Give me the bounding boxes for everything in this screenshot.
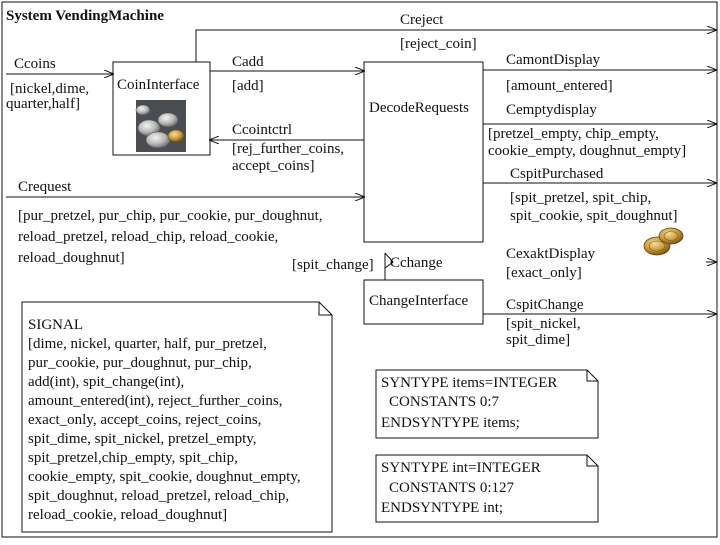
syntype-int-line: CONSTANTS 0:127 (389, 480, 515, 496)
channel-ccointctrl-signals-2: accept_coins] (232, 158, 315, 174)
signal-note-line: [dime, nickel, quarter, half, pur_pretzel, (28, 336, 267, 352)
signal-note-line: spit_doughnut, reload_pretzel, reload_chip, (28, 488, 290, 504)
channel-cadd-signals: [add] (232, 78, 264, 94)
signal-note-line: spit_dime, spit_nickel, pretzel_empty, (28, 431, 257, 447)
coins-photo-icon (136, 100, 186, 152)
coins-icon (644, 228, 683, 255)
channel-cspitpurchased[interactable] (483, 166, 716, 224)
channel-cspitpurchased-signals-1: [spit_pretzel, spit_chip, (510, 190, 652, 206)
coin-interface-label: CoinInterface (117, 77, 200, 93)
channel-cchange-name: Cchange (390, 255, 443, 271)
signal-note-line: spit_pretzel,chip_empty, spit_chip, (28, 450, 238, 466)
syntype-items-note (376, 370, 598, 438)
channel-cspitchange-signals-2: spit_dime] (506, 332, 571, 348)
channel-cemptydisplay-name: Cemptydisplay (506, 102, 597, 118)
channel-cspitpurchased-name: CspitPurchased (510, 166, 604, 182)
system-title: System VendingMachine (6, 8, 164, 24)
decode-requests-label: DecodeRequests (369, 100, 469, 116)
channel-cexaktdisplay-name: CexaktDisplay (506, 246, 596, 262)
channel-cemptydisplay-signals-2: cookie_empty, doughnut_empty] (488, 143, 687, 159)
channel-ccoins-name: Ccoins (14, 56, 56, 72)
signal-note-line: pur_cookie, pur_doughnut, pur_chip, (28, 355, 252, 371)
channel-crequest-signals-1: [pur_pretzel, pur_chip, pur_cookie, pur_doughnut, (18, 208, 323, 224)
channel-ccointctrl-name: Ccointctrl (232, 122, 292, 138)
channel-ccoins-signals-1: [nickel,dime, (10, 81, 90, 97)
decode-requests-block[interactable] (364, 62, 483, 242)
syntype-int-line: ENDSYNTYPE int; (381, 500, 504, 516)
signal-note-line: add(int), spit_change(int), (28, 374, 185, 390)
channel-creject-signals: [reject_coin] (400, 36, 477, 52)
channel-cemptydisplay-signals-1: [pretzel_empty, chip_empty, (488, 126, 659, 142)
change-interface-label: ChangeInterface (369, 293, 469, 309)
signal-note-line: SIGNAL (28, 317, 83, 333)
channel-ccointctrl-signals-1: [rej_further_coins, (232, 141, 345, 157)
channel-camontdisplay-signals: [amount_entered] (506, 78, 613, 94)
channel-crequest[interactable] (6, 179, 364, 266)
channel-cexaktdisplay-signals: [exact_only] (506, 265, 582, 281)
channel-cadd-name: Cadd (232, 54, 264, 70)
change-interface-block[interactable] (364, 280, 483, 324)
signal-note-line: exact_only, accept_coins, reject_coins, (28, 412, 262, 428)
channel-crequest-signals-2: reload_pretzel, reload_chip, reload_cookie, (18, 229, 279, 245)
channel-camontdisplay-name: CamontDisplay (506, 52, 601, 68)
channel-camontdisplay[interactable] (483, 52, 716, 94)
channel-cspitchange-name: CspitChange (506, 297, 584, 313)
signal-note-line: amount_entered(int), reject_further_coins, (28, 393, 283, 409)
signal-note-line: reload_cookie, reload_doughnut] (28, 507, 228, 523)
channel-creject-name: Creject (400, 12, 444, 28)
channel-ccointctrl[interactable] (210, 122, 364, 174)
channel-cspitpurchased-signals-2: spit_cookie, spit_doughnut] (510, 208, 678, 224)
channel-crequest-name: Crequest (18, 179, 72, 195)
syntype-items-line: CONSTANTS 0:7 (389, 394, 500, 410)
channel-cspitchange[interactable] (483, 297, 716, 348)
channel-cspitchange-signals-1: [spit_nickel, (506, 316, 581, 332)
channel-ccoins-signals-2: quarter,half] (6, 96, 80, 112)
channel-ccoins[interactable] (6, 56, 113, 112)
channel-crequest-signals-3: reload_doughnut] (18, 250, 125, 266)
coin-interface-block[interactable] (113, 62, 210, 155)
channel-cemptydisplay[interactable] (483, 102, 716, 159)
syntype-items-line: SYNTYPE items=INTEGER (381, 375, 558, 391)
syntype-int-line: SYNTYPE int=INTEGER (381, 460, 541, 476)
syntype-items-line: ENDSYNTYPE items; (381, 415, 520, 431)
syntype-int-note (376, 455, 598, 522)
channel-creject[interactable] (196, 12, 716, 62)
channel-cadd[interactable] (210, 54, 364, 94)
channel-cchange-signals: [spit_change] (292, 257, 374, 273)
signal-note-line: cookie_empty, spit_cookie, doughnut_empty, (28, 469, 301, 485)
channel-cchange[interactable] (292, 253, 443, 280)
channel-cexaktdisplay[interactable] (506, 246, 716, 281)
signal-note (22, 302, 332, 532)
